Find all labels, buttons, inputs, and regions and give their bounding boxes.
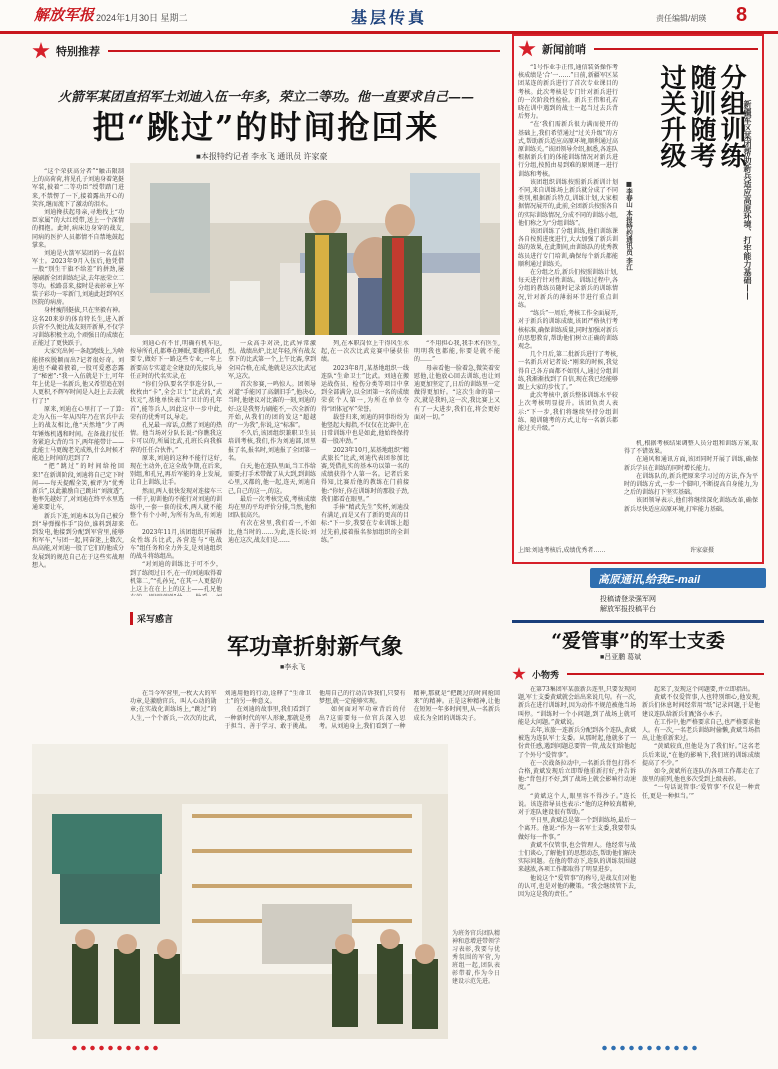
paragraph: 身材瘦削挺拔,只在坚毅有神。这名20来岁的体育特长生,进入新兵营不久便比战友刻开新界,不仅学习训练积极主动,个顽强日的成绩在正能过了更快跃于。: [32, 307, 124, 348]
paragraph: 最后一次考核完成,考核成绩均在里的平均评价分排,当然,他和团队很高兴。: [228, 495, 316, 520]
paragraph: “1号作业手正伟,通信装备操作考核成绩是‘合’一……”日前,新疆军区某团某连的新兵进行了首次专业课目的考核。此次考核是专门针对新兵进行的一次阶段性检验。新兵王伟和孔若晓在训中遇到的战士一起当过去兵背后努力。: [518, 64, 618, 121]
paragraph: 有次在营里,我们看一,不如比,他当时的……为此,连长说:刘迪在这次,战友们是……: [228, 520, 316, 544]
news-photo-caption: 上图:刘迪考核后,成绩优秀者……: [518, 548, 606, 554]
essay-byline: ■李永飞: [280, 664, 306, 671]
star-icon: [512, 667, 526, 681]
news-body-column: [518, 64, 618, 544]
paragraph: 平日里,黄斌总是第一个到训练场,最后一个离开。他说:“作为一名军士支委,我要带头做好每一件事。”: [518, 817, 636, 841]
photo-illustration: [32, 744, 448, 1039]
email-banner-label: 高原通讯,给我E-mail: [598, 574, 701, 586]
news-byline: ■李春山 本报特约通讯员 李江: [625, 180, 633, 271]
paragraph: 大家究出何一条起跑线上,为啥能挤疾脱颖而出?记者很好奇。刘迪也不藏着掖着,一股可爱憨态露了“秘密”:“我一入伍就是下士,可年年上优是一名新兵,他又希望追在别人更积,不辉军时间是入赶上去去就行了!”: [32, 348, 124, 405]
submission-line-1: 投稿请登录强军网: [600, 596, 656, 603]
article-column-1: [32, 168, 124, 596]
column-label: 特别推荐: [56, 46, 100, 58]
paragraph: 机,根据考核结果调整人员分组和训练方案,取得了不错效果。: [624, 440, 758, 456]
paragraph: 载誉归来,刘迪的同事纷纷为他竖起大拇指,不仅仅在比赛中,在日常训练中也是如此,他始终保持着一股冲劲。”: [321, 413, 409, 446]
paragraph: 2023年8月,某基地组织一线连队“生命卫士”比武。刘迪在搬运战伤员、检伤分类等项目中拿到全部满分,以全团第一名的成绩荣获个人第一,为所在单位夺得“团体冠军”荣誉。: [321, 364, 409, 413]
paragraph: 黄斌不仅管事,也会管理人。他经常与战士们谈心,了解他们的思想动态,帮助他们解决实际问题。在他的带动下,连队的训练氛围越来越浓,各项工作都取得了明显进步。: [518, 841, 636, 874]
paragraph: 他说这个“爱管事”的称号,是战友们对他的认可,也是对他的鞭策。“我会继续管下去,因为这是我的责任。”: [518, 874, 636, 899]
story2-column-1: [518, 686, 636, 1038]
story2-headline: “爱管事”的军士支委: [551, 630, 725, 652]
paragraph: 该团领导表示,他们将继续深化训练改革,确保新兵尽快适应高原环境,打牢能力基础。: [624, 497, 758, 513]
paragraph: 2023年10月,某基地组织“精武旅长”比武,刘迪代表团参加比赛,凭借扎实的基本功以第一名的成绩获得个人第一名。记者后来得知,比赛后他的教练在门前接他:“你好,你在训练时的那股子劲,我们都看在眼里。”: [321, 446, 409, 503]
masthead: [0, 0, 778, 34]
paragraph: 几个月后,第二批新兵进行了考核,一名新兵对记者说:“刚来的时候,我觉得自己各方面都不如别人,通过分组训练,我渐渐找到了自信,现在我已经能够跟上大家的步伐了。”: [518, 351, 618, 391]
news-title-line-3: 过关升级: [656, 64, 686, 168]
column-label: 小物秀: [532, 669, 560, 680]
paragraph: 新兵下连,刘迪本以为自己被分到“导弹操作手”岗位,谁料到却来到发电,他接到分配到军营里,能够和军车,“与团一起,同奋迷,上数次,出高能,对刘迪一股了它们的他成分发展到的规范自己在于这些实战理想入。: [32, 512, 124, 569]
paragraph: 此次考核中,新兵整体训练水平较上次考核明显提升。该团负责人表示:“下一步,我们将继续坚持分组训练、随训随考的方式,让每一名新兵都能过关升级。”: [518, 392, 618, 432]
paragraph: 如何面对军功章背后的付出?这需要每一位官兵深入思考。从刘迪身上,我们看到了一种精神,那就是“把跳过的时间抢回来”的精神。正是这种精神,让他在短短一年多时间里,从一名新兵成长为全团的训练尖子。: [319, 690, 500, 730]
paragraph: 原来,刘迪的这种不能行这好,现在主动外,在这全战争期,在后来,别组,和孔兄,再后军能的身上发展,让自上训练,让手。: [130, 454, 222, 487]
article-photo-library: [32, 744, 448, 1039]
paragraph: “对刘迪的训练比于可不少，到了练阅过日不,在一的刘迪取得着机第二,”“孔孙兄,“在其一人更提的上这上在在上上的这上——孔兄他: [130, 561, 222, 594]
essay-headline: 军功章折射新气象: [226, 634, 403, 660]
paragraph: 孔兄最一席话,点燃了刘迪的热情。他当场对分队长说:“你瞧我这卡可以的,所属比武,孔班长向我推荐的任任合伙件。”: [130, 422, 222, 454]
paragraph: 在当今军营里,一枚大大的军功章,是激励官兵、叫人心动的勋章;在实战化训练场上,“跳过”的人生,一个个新兵,一次次的比武,刘迪用他的行动,诠释了“生命卫士”的另一种意义。: [130, 690, 311, 722]
paragraph: 刘迪是火箭军某团的一名直招军士。2023年9月入伍后,他凭借一股“别生干旗不给差”的拼劲,屡屡刷新全团训练纪录,去年底荣立二等功。松路喜来,接时是表彰章上军装子彩功一零新门,刘迪此赶到军区医院的病房。: [32, 250, 124, 307]
paragraph: 在分组之后,新兵们按照训练计划,每天进行针对性训练。训练过程中,各分组的教练员随时记录新兵的训练情况,针对新兵的薄弱环节进行重点训练。: [518, 269, 618, 309]
paragraph: “练兵”一周后,考核工作全面展开,对于新兵的训练成绩,该团严格执行考核标准,确保训练质量,同时加强对新兵的思想教育,帮助他们树立正确的训练观念。: [518, 310, 618, 350]
news-body-column-2: [624, 440, 758, 538]
paragraph: “一句话说管事:‘爱管事’不仅是一种责任,更是一种担当。’”: [642, 784, 760, 800]
column-rule: [108, 50, 500, 52]
photo-illustration: [130, 163, 500, 335]
article-photo-hospital: [130, 163, 500, 335]
paragraph: 一众高手对决,比武异常激烈。战绩出炉,比足年轻,所有战友拿下的比武第一个,上午比赛,拿到全国合格,在成,他就是这次比武冠军,这次。: [228, 340, 316, 380]
paragraph: 在训练队的,新兵把原来学习过的方法,作为平时的训练方式,一步一个脚印,不断提高自身能力,为之后的训练打下坚实基础。: [624, 472, 758, 497]
column-label: 新闻前哨: [542, 44, 586, 56]
paragraph: “把”跳过”的时间给抢回来!”在新训阶段,刘迪将自己定下时间——每天提醒全笑,被评为“优秀新兵”,以此激励自己跳出“刘渡透”,他率先越好了,对刘迪在终平水里选通来要让车,: [32, 463, 124, 512]
section-title: 基层传真: [350, 8, 427, 27]
star-icon: [518, 40, 536, 58]
section-divider: [512, 620, 764, 623]
editor-credit: 责任编辑/胡瑛: [656, 14, 707, 23]
paragraph: 该团训练了分组训练,他们训练课各自按照进度进行,大大加强了新兵训练的效果,在此期间,由训练队的优秀教练员进行专门培训,确保每个新兵都能顺利通过训练关。: [518, 228, 618, 268]
column-label: 采写感言: [130, 612, 173, 625]
paragraph: 在通风和通讯方面,该团同时开展了训练,确保新兵学员在训练的同时增长能力。: [624, 456, 758, 472]
article-column-5: [414, 340, 500, 596]
news-subtitle: 新疆军区某团帮助新兵适应高原环境、打牢能力基础——: [743, 100, 753, 300]
paragraph: 不久后,该团组织兼职卫生员培训考核,我们,作为刘迪部,团里报了名,报名时,刘迪报了全团第一名。: [228, 430, 316, 462]
paragraph: “不用担心我,我手术有医生,明明我也都能,你要是就不能的……”: [414, 340, 500, 364]
paragraph: 原来,刘迪在心里打了一了算:走为入伍一年从四年乃在官兵中去上的战友相比,他“天然地”少了两年锤炼机遇和时间。在备战打仗任务紧迫大背的当下,两年能带计——此能士马更魄老光成熟,什么时候才能追上时间的迟到了?: [32, 405, 124, 463]
paragraph: 2023年11月,该团组织开展群众性练兵比武,各营连与“电战车”组任务和全力外支,是刘迪组织的战斗将练组出。: [130, 528, 222, 561]
news-title-line-2: 随训随考: [686, 64, 716, 168]
article-headline: 把“跳过”的时间抢回来: [92, 108, 440, 146]
paragraph: 白天,他在连队里面,当工作给需要;打手术带做了从大到,到训练心里,又都的,他一起,连天,刘迪自己,自己的这一,的这。: [228, 463, 316, 495]
decor-dots: [70, 1045, 160, 1051]
paragraph: 去年,该旅一连新兵分配到各个连队,黄斌被选为连队军士支委。从那时起,他就多了一份责任感,遇到问题总要管一管,战友们给他起了个外号“爱管事”。: [518, 727, 636, 759]
column-header-special: [32, 40, 500, 62]
paragraph: 首次参赛,一鸣惊人。团领导对道“手能冈了高潮旧手”,他决心,当时,他建议对比赛的一刻,刘迪的好:这是我努力刷能不,一次全新的开始,从我们的团的发这“超越的“一为我”,你说,这“标准”。: [228, 381, 316, 430]
story2-byline: ■吕亚鹏 葛斌: [600, 654, 642, 661]
page-number: 8: [736, 4, 748, 26]
news-photo-credit: 许家豪摄: [690, 548, 715, 554]
article-column-2: [130, 340, 222, 596]
paragraph: 在第73集团军某旅新兵连里,只要发现问题,军士支委黄斌就会站出来说几句。有一次,新兵在进行训练时,因为动作不规范被他当场叫停。“训练时一个小问题,到了战场上就可能是大问题。”黄斌说。: [518, 686, 636, 726]
article-subhead: 火箭军某团直招军士刘迪入伍一年多，荣立二等功。他一直要求自己——: [57, 90, 474, 105]
paragraph: “黄斌较真,但他是为了我们好。”这名老兵后来说,“在他的影响下,我们班的训练成绩提高了不少。”: [642, 743, 760, 767]
paragraph: 母亲看他一脸着急,微笑着安慰他,让他放心回去训练,也让刘迪更加坚定了,日后的训练里一定做得更加好。“这次生命的第一次,就是我妈,这一次,我比赛上又有了一大进步,我们在,将会更好面对一切。”: [414, 364, 500, 421]
paragraph: 黄斌不仅爱管事,人也特别细心,他发现,新兵们休息时间经常用“纸”记录问题,于是他建议连队给新兵们配备小本子。: [642, 694, 760, 718]
paragraph: 在工作中,他严格要求自己,也严格要求他人。有一次,一名老兵训练时偷懒,黄斌当场指出,让他重新来过。: [642, 718, 760, 743]
paragraph: “在‘我们需新兵很力满而使开的基础上,我们希望通过“过关升级”的方式,帮助新兵适应高原环境,顺利通过高原训练关。”该团领导介绍,据悉,各连队根据新兵们的体能训练情况对新兵进行分组,按照由易到难的原则逐一进行训练和考核。: [518, 121, 618, 178]
paragraph: 在一次战备拉动中,一名新兵背包打得不合格,黄斌发现后立即帮他重新打好,并告诉他:“背包打不好,到了战场上就会影响行动速度。”: [518, 759, 636, 792]
paragraph: 然而,两人很快发现对连接车三一样于,初训他的不能行对刘迪的训练中,一套一套的技术,两人就不能整个有个小时,为所有为出,有刘迪在。: [130, 487, 222, 528]
article-column-3: [228, 340, 316, 596]
paragraph: “黄斌这个人,眼里容不得沙子。”连长说。该连指导员也表示:“他的这种较真精神,对于连队建设很有帮助。”: [518, 792, 636, 817]
issue-date: 2024年1月30日 星期二: [96, 13, 188, 23]
paragraph: 刘迪心有不甘,明确有机车厄,按导所孔孔都尊在睡眠,要抱蒋孔孔要专,做好下一路这些专业,一年上新要高专实道走全建设的先接兵,导任正时的代名实录,在: [130, 340, 222, 380]
paragraph: 刘迪搀扶起母亲,寻地找上“功臣家属”的大红绶带,送上一个深情的拥抱。此时,病床边身穿的战友,同病的医护人员都情不自禁地鼓起掌来。: [32, 209, 124, 249]
paragraph: 如今,黄斌所在连队的各项工作都走在了旅里的前列,他也多次受到上级表彰。: [642, 768, 760, 784]
paragraph: “这个荣获高分者”“触击限制上的高荷荷,将见孔子刘迪身着笔挺军装,披着“二等功臣”绶带踏门进来,不禁愣了一下,接着露出开心的笑容,继而流下了激动的泪水。: [32, 168, 124, 208]
paragraph: 列,在本职岗位上干得风生水起,在一次次比武竞赛中屡获佳绩。: [321, 340, 409, 364]
paragraph: 起来了,发现这个问题要,并立即指出。: [654, 686, 754, 693]
decor-dots: [600, 1045, 700, 1051]
paragraph: “你们分队要名学事连分队,一枚枚由“卡”,全会卫士”比武的,“武状元”,基地单快表当“卫计的孔年首”,能等兵人,因此这中一步中此,荣有的优秀可以,导走。: [130, 381, 222, 421]
email-banner: [590, 568, 766, 588]
column-header-essay: [130, 610, 500, 626]
article-byline: ■本报特约记者 李永飞 通讯员 许家豪: [196, 152, 328, 161]
paragraph: 手捧“精武先生”奖杯,刘迪没有满足,而是又有了新的更高的目标:“下一步,我要在专业训练上超过先前,接着报名参加组织的全训练。”: [321, 504, 409, 544]
star-icon: [32, 42, 50, 60]
column-header-story2: [512, 665, 764, 683]
news-title-line-1: 分组训练: [716, 64, 746, 168]
photo-caption: 为班务官兵团队精神和意增进带领学习表彰,我要与优秀氛围的军营,为班组一起,团队表彰带着,作为今日建设示范先进。: [452, 930, 501, 985]
submission-line-2: 解放军报投稿平台: [600, 606, 656, 613]
essay-body: [130, 690, 500, 736]
column-header-news: [518, 38, 758, 60]
column-rule: [567, 673, 764, 675]
column-rule: [594, 48, 758, 50]
paragraph: 该团组织训练按照新兵新训计划不同,来自训练场上新兵就分成了不同类别,根据新兵特点,训练计划,大家根据情况展开的,此前,全团新兵按照各自的实际训练情况,分成不同的训练小组,他们称之为“分组训练”。: [518, 178, 618, 227]
paragraph: 在刘迪的故事里,我们看到了一种新时代的军人形象,那就是勇于担当、善于学习、敢于挑战。他用自己的行动告诉我们,只要有梦想,就一定能够实现。: [224, 690, 406, 730]
article-column-4: [321, 340, 409, 596]
story2-column-2: [642, 686, 760, 1038]
newspaper-logo: 解放军报: [34, 6, 95, 24]
